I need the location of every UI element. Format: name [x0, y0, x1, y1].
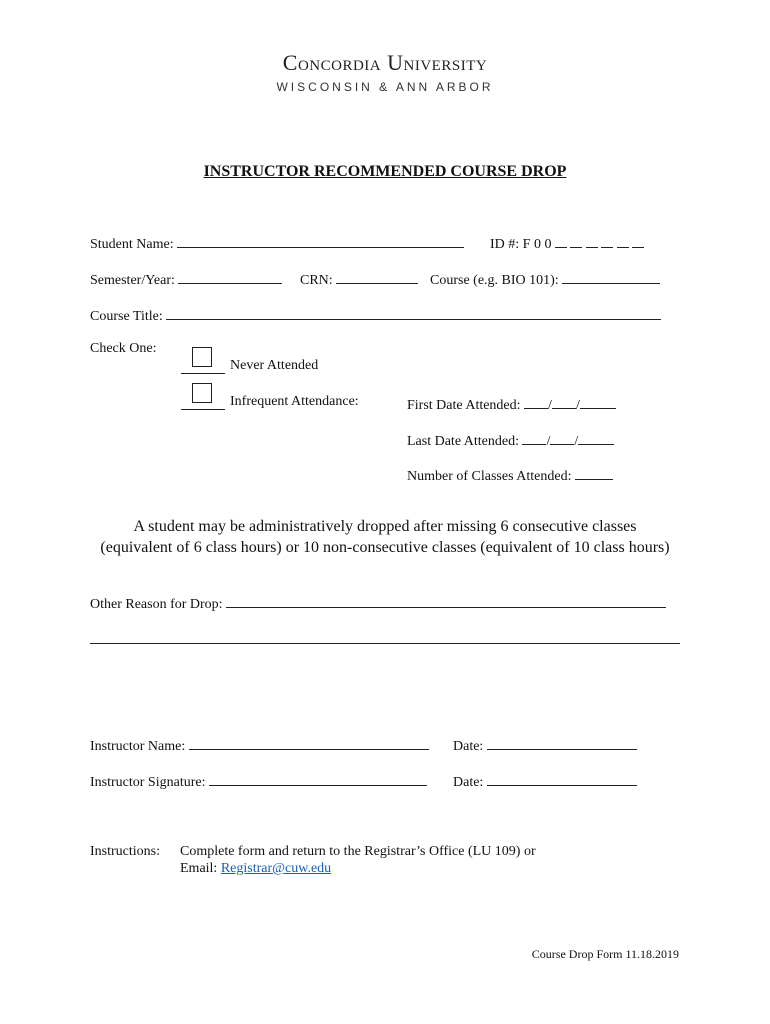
semester-label: Semester/Year: — [90, 273, 175, 288]
id-digit-field[interactable] — [570, 233, 582, 248]
infrequent-attendance-checkbox[interactable] — [192, 383, 212, 403]
never-attended-label: Never Attended — [230, 358, 319, 373]
last-date-day[interactable] — [550, 430, 574, 445]
date-label: Date: — [453, 739, 484, 754]
course-title-label: Course Title: — [90, 309, 163, 324]
registrar-email-link[interactable]: Registrar@cuw.edu — [220, 861, 332, 876]
id-digit-field[interactable] — [632, 233, 644, 248]
other-reason-label: Other Reason for Drop: — [90, 597, 223, 612]
first-date-month[interactable] — [524, 394, 548, 409]
first-date-year[interactable] — [580, 394, 616, 409]
email-label: Email: — [180, 861, 218, 876]
last-date-year[interactable] — [578, 430, 614, 445]
instructor-name-date-row — [453, 735, 637, 755]
other-reason-field-line2[interactable] — [90, 643, 680, 644]
course-title-field[interactable] — [166, 305, 661, 320]
crn-label: CRN: — [300, 273, 333, 288]
instructor-name-label: Instructor Name: — [90, 739, 186, 754]
last-date-month[interactable] — [522, 430, 546, 445]
instructions-label: Instructions: — [90, 844, 160, 859]
last-date-row: Last Date Attended: / / — [407, 430, 614, 450]
infrequent-attendance-label: Infrequent Attendance: — [230, 394, 359, 409]
university-name: Concordia University — [282, 50, 488, 75]
instructor-signature-date-row — [453, 771, 637, 791]
instructor-signature-field[interactable] — [209, 771, 427, 786]
crn-field[interactable] — [336, 269, 418, 284]
classes-attended-label: Number of Classes Attended: — [407, 469, 572, 484]
id-row — [490, 233, 644, 253]
semester-field[interactable] — [178, 269, 282, 284]
university-subtitle: WISCONSIN & ANN ARBOR — [276, 80, 494, 94]
student-name-field[interactable] — [177, 233, 464, 248]
policy-note-line1: A student may be administratively dropped after missing 6 consecutive classes — [133, 518, 637, 535]
check-one-label: Check One: — [90, 341, 157, 356]
instructor-signature-date-field[interactable] — [487, 771, 637, 786]
first-date-day[interactable] — [552, 394, 576, 409]
instructions-text: Complete form and return to the Registrar’s Office (LU 109) or — [180, 844, 536, 859]
course-row — [430, 269, 660, 289]
date-label: Date: — [453, 775, 484, 790]
never-attended-checkbox[interactable] — [192, 347, 212, 367]
instructor-name-field[interactable] — [189, 735, 429, 750]
other-reason-field[interactable] — [226, 593, 666, 608]
never-attended-underline — [181, 373, 225, 374]
policy-note-line2: (equivalent of 6 class hours) or 10 non-consecutive classes (equivalent of 10 class hours) — [100, 539, 670, 556]
instructor-name-date-field[interactable] — [487, 735, 637, 750]
instructor-signature-row — [90, 771, 427, 791]
course-label: Course (e.g. BIO 101): — [430, 273, 559, 288]
instructor-name-row — [90, 735, 429, 755]
first-date-row: First Date Attended: / / — [407, 394, 616, 414]
classes-attended-row — [407, 465, 613, 485]
student-name-label: Student Name: — [90, 237, 174, 252]
university-logo — [0, 50, 770, 76]
id-digit-field[interactable] — [555, 233, 567, 248]
form-title: INSTRUCTOR RECOMMENDED COURSE DROP — [203, 163, 567, 180]
last-date-label: Last Date Attended: — [407, 434, 519, 449]
instructor-signature-label: Instructor Signature: — [90, 775, 206, 790]
crn-row — [300, 269, 418, 289]
form-version: Course Drop Form 11.18.2019 — [531, 947, 679, 961]
id-label: ID #: F 0 0 — [490, 237, 552, 252]
id-digit-field[interactable] — [601, 233, 613, 248]
infrequent-attendance-underline — [181, 409, 225, 410]
student-name-row — [90, 233, 464, 253]
first-date-label: First Date Attended: — [407, 398, 521, 413]
classes-attended-field[interactable] — [575, 465, 613, 480]
course-title-row — [90, 305, 661, 325]
course-field[interactable] — [562, 269, 660, 284]
id-digit-field[interactable] — [586, 233, 598, 248]
id-digit-field[interactable] — [617, 233, 629, 248]
other-reason-row — [90, 593, 666, 613]
instructions-email-row — [180, 861, 331, 877]
semester-row — [90, 269, 282, 289]
